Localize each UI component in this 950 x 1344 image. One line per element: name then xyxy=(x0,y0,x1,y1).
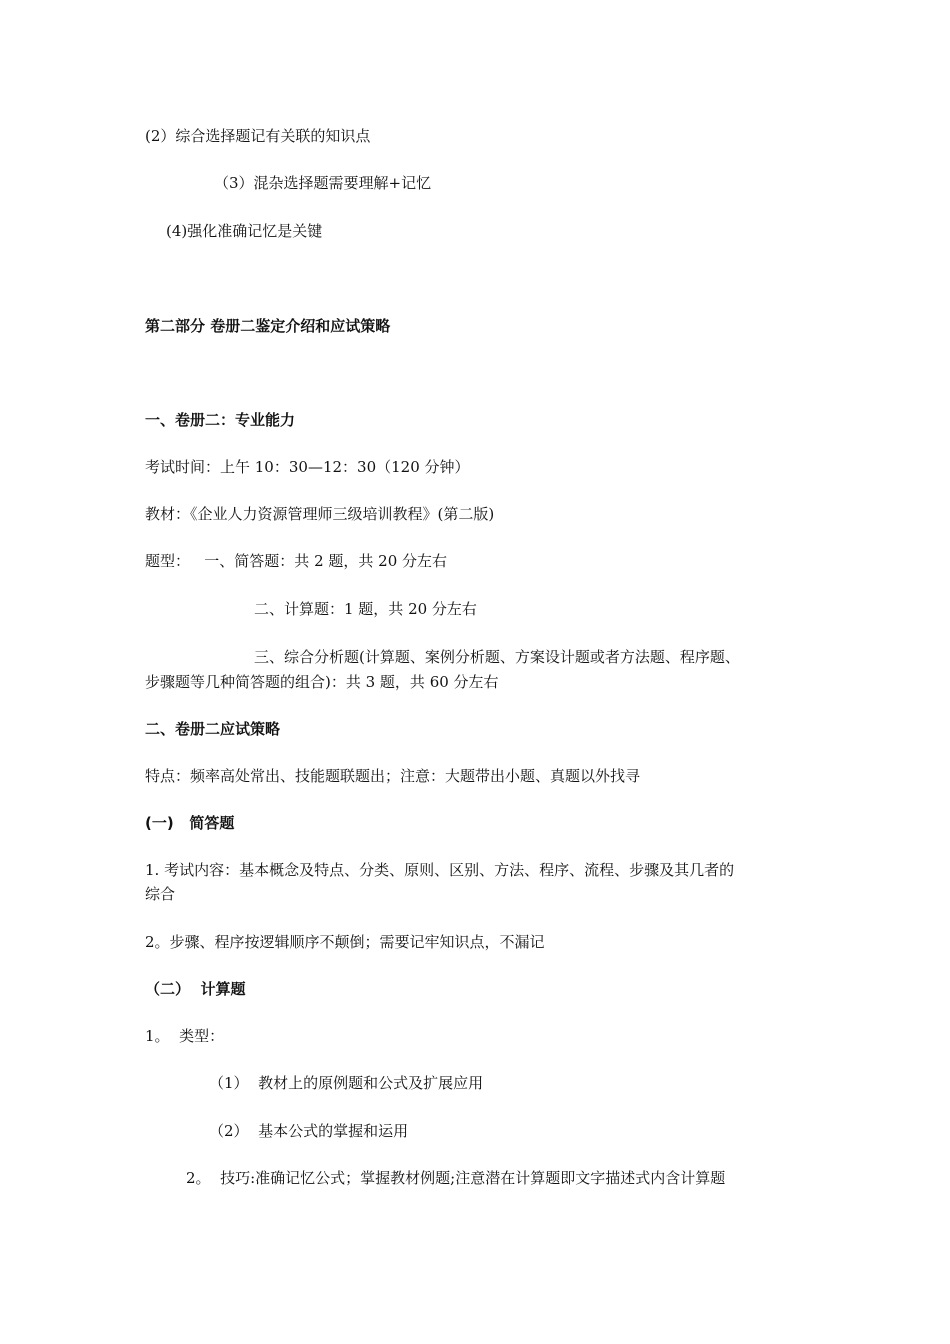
list-item: （3）混杂选择题需要理解+记忆 xyxy=(214,174,432,192)
list-item: （1） 教材上的原例题和公式及扩展应用 xyxy=(209,1074,484,1092)
subsection-heading: (一) 简答题 xyxy=(145,814,235,832)
list-item: (2）综合选择题记有关联的知识点 xyxy=(145,127,371,145)
paragraph: 2。步骤、程序按逻辑顺序不颠倒；需要记牢知识点，不漏记 xyxy=(145,933,545,951)
paragraph: 考试时间：上午 10：30—12：30（120 分钟） xyxy=(145,458,470,476)
subsection-heading: （二） 计算题 xyxy=(145,980,246,998)
list-item: 二、计算题：1 题，共 20 分左右 xyxy=(254,600,477,618)
paragraph-continuation: 综合 xyxy=(145,885,176,903)
subsection-heading: 二、卷册二应试策略 xyxy=(145,720,281,738)
paragraph: 特点：频率高处常出、技能题联题出；注意：大题带出小题、真题以外找寻 xyxy=(145,767,641,785)
list-item: (4)强化准确记忆是关键 xyxy=(166,222,323,240)
paragraph: 1. 考试内容：基本概念及特点、分类、原则、区别、方法、程序、流程、步骤及其几者的 xyxy=(145,861,735,879)
paragraph: 1。 类型： xyxy=(145,1027,225,1045)
list-item: 三、综合分析题(计算题、案例分析题、方案设计题或者方法题、程序题、 xyxy=(254,648,740,666)
paragraph: 2。 技巧:准确记忆公式；掌握教材例题;注意潜在计算题即文字描述式内含计算题 xyxy=(186,1169,726,1187)
list-item-continuation: 步骤题等几种简答题的组合)：共 3 题，共 60 分左右 xyxy=(145,673,499,691)
section-heading: 第二部分 卷册二鉴定介绍和应试策略 xyxy=(145,317,391,335)
list-item: （2） 基本公式的掌握和运用 xyxy=(209,1122,409,1140)
paragraph: 题型： 一、简答题：共 2 题，共 20 分左右 xyxy=(145,552,448,570)
subsection-heading: 一、卷册二：专业能力 xyxy=(145,411,296,429)
paragraph: 教材：《企业人力资源管理师三级培训教程》(第二版) xyxy=(145,505,495,523)
